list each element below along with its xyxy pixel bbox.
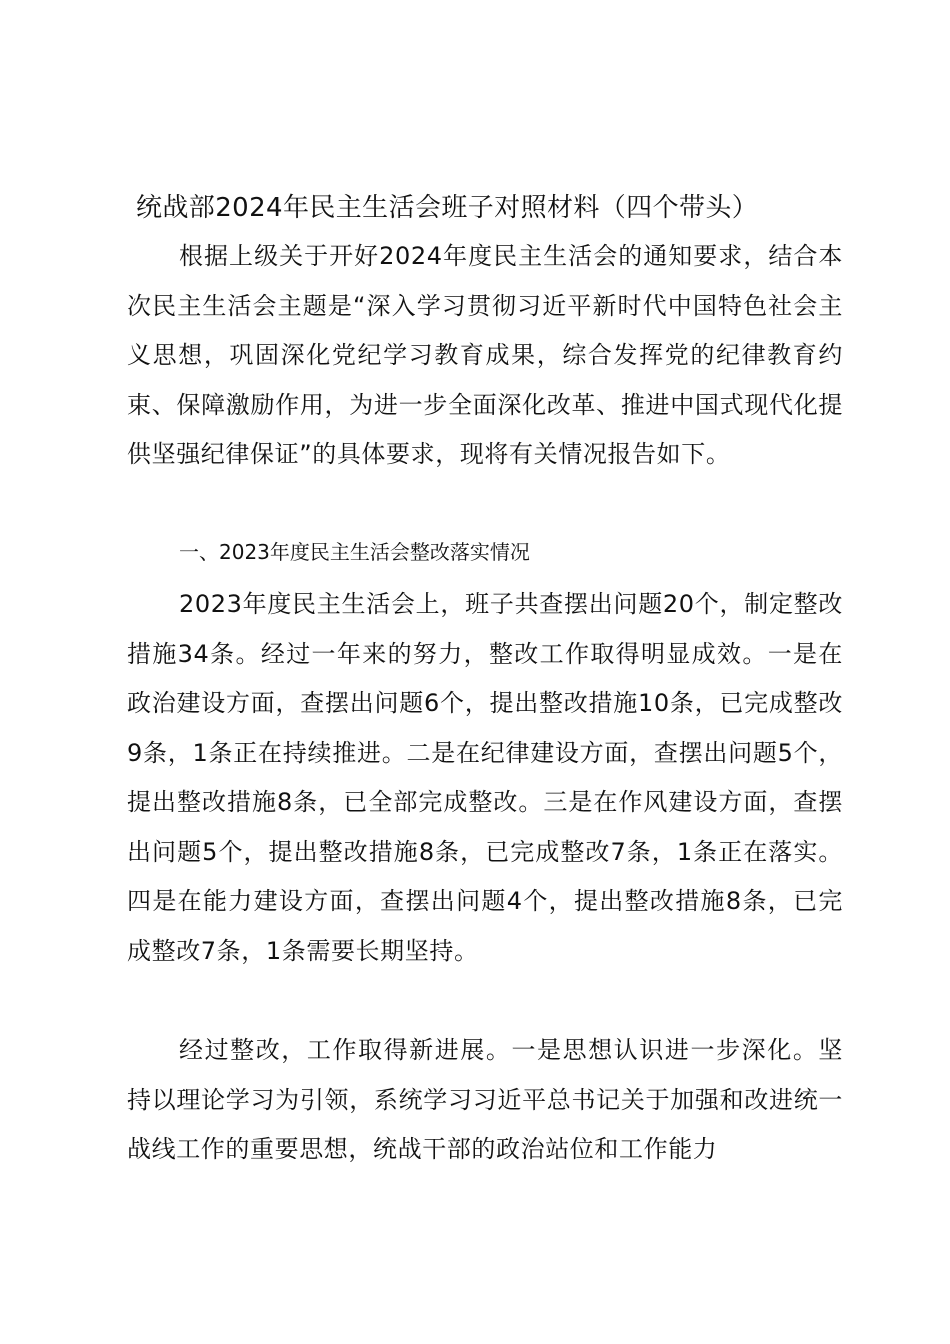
section-heading: 一、2023年度民主生活会整改落实情况 <box>179 540 530 564</box>
document-title: 统战部2024年民主生活会班子对照材料（四个带头） <box>136 193 759 223</box>
rectification-paragraph: 2023年度民主生活会上，班子共查摆出问题20个，制定整改措施34条。经过一年来的努力，整改工作取得明显成效。一是在政治建设方面，查摆出问题6个，提出整改措施10条，已完成整改9条，1条正在持续推进。二是在纪律建设方面，查摆出问题5个，提出整改措施8条，已全部完成整改。三是在作风建设方面，查摆出问题5个，提出整改措施8条，已完成整改7条，1条正在落实。四是在能力建设方面，查摆出问题4个，提出整改措施8条，已完成整改7条，1条需要长期坚持。 <box>127 590 843 965</box>
intro-paragraph: 根据上级关于开好2024年度民主生活会的通知要求，结合本次民主生活会主题是“深入学习贯彻习近平新时代中国特色社会主义思想，巩固深化党纪学习教育成果，综合发挥党的纪律教育约束、保障激励作用，为进一步全面深化改革、推进中国式现代化提供坚强纪律保证”的具体要求，现将有关情况报告如下。 <box>127 242 843 468</box>
progress-paragraph: 经过整改，工作取得新进展。一是思想认识进一步深化。坚持以理论学习为引领，系统学习习近平总书记关于加强和改进统一战线工作的重要思想，统战干部的政治站位和工作能力 <box>127 1036 843 1163</box>
